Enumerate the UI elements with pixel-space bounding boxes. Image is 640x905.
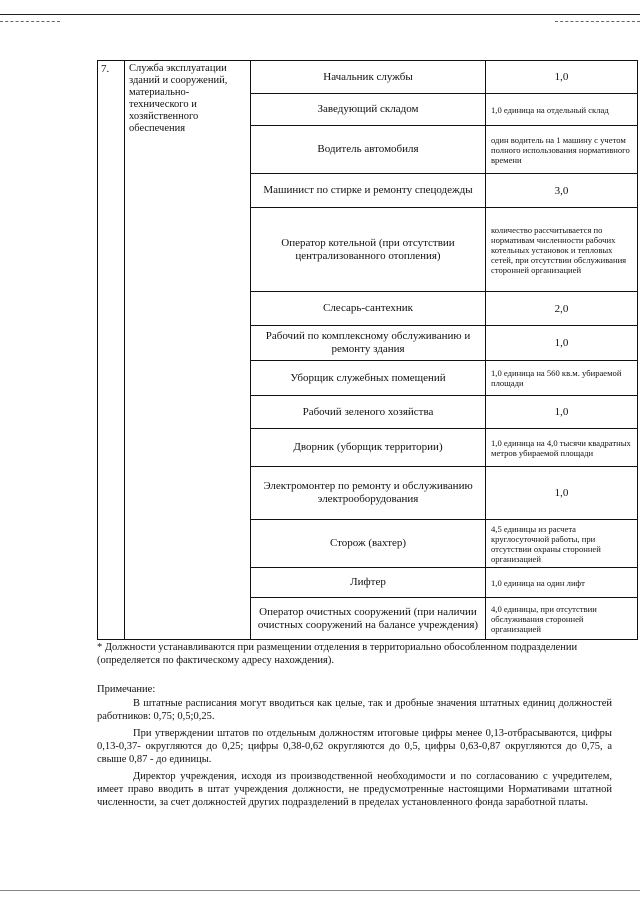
- position-quantity: 4,5 единицы из расчета круглосуточной работы, при отсутствии охраны сторонней организацией: [486, 520, 638, 568]
- position-quantity: 1,0: [486, 61, 638, 94]
- row-number: 7.: [98, 61, 125, 640]
- position-quantity: 1,0 единица на один лифт: [486, 568, 638, 598]
- position-quantity: 1,0: [486, 467, 638, 520]
- position-name: Слесарь-сантехник: [251, 292, 486, 326]
- note-paragraph: Директор учреждения, исходя из производственной необходимости и по согласованию с учредителем, имеет право вводить в штат учреждения должности, не предусмотренные настоящими Нормативами штатной численности, за счет должностей других подразделений в пределах установленного фонда заработной платы.: [97, 771, 612, 808]
- position-quantity: 1,0 единица на 4,0 тысячи квадратных метров убираемой площади: [486, 429, 638, 467]
- top-border-line: [0, 14, 640, 15]
- department-name: Служба эксплуатации зданий и сооружений, материально-технического и хозяйственного обеспечения: [125, 61, 251, 640]
- position-quantity: 3,0: [486, 174, 638, 208]
- position-quantity: 1,0 единица на 560 кв.м. убираемой площади: [486, 361, 638, 396]
- position-quantity: 2,0: [486, 292, 638, 326]
- position-name: Сторож (вахтер): [251, 520, 486, 568]
- notes-heading: Примечание:: [97, 684, 156, 695]
- position-name: Лифтер: [251, 568, 486, 598]
- position-quantity: 1,0: [486, 326, 638, 361]
- position-name: Заведующий складом: [251, 94, 486, 126]
- position-name: Начальник службы: [251, 61, 486, 94]
- position-name: Машинист по стирке и ремонту спецодежды: [251, 174, 486, 208]
- position-quantity: 4,0 единицы, при отсутствии обслуживания сторонней организацией: [486, 598, 638, 640]
- bottom-border-line: [0, 890, 640, 891]
- footnote-text: * Должности устанавливаются при размещении отделения в территориально обособленном подразделении (определяется по фактическому адресу нахождения).: [97, 642, 578, 666]
- position-quantity: количество рассчитывается по нормативам численности рабочих котельных установок и тепловых сетей, при отсутствии обслуживания сторонней организацией: [486, 208, 638, 292]
- note-paragraph: В штатные расписания могут вводиться как целые, так и дробные значения штатных единиц должностей работников: 0,75; 0,5;0,25.: [97, 698, 612, 722]
- position-quantity: один водитель на 1 машину с учетом полного использования нормативного времени: [486, 126, 638, 174]
- position-name: Электромонтер по ремонту и обслуживанию электрооборудования: [251, 467, 486, 520]
- scan-mark: [555, 21, 640, 22]
- position-name: Водитель автомобиля: [251, 126, 486, 174]
- position-quantity: 1,0: [486, 396, 638, 429]
- position-name: Оператор очистных сооружений (при наличии очистных сооружений на балансе учреждения): [251, 598, 486, 640]
- position-quantity: 1,0 единица на отдельный склад: [486, 94, 638, 126]
- position-name: Дворник (уборщик территории): [251, 429, 486, 467]
- scan-mark: [0, 21, 60, 22]
- footnote: [97, 641, 612, 667]
- position-name: Уборщик служебных помещений: [251, 361, 486, 396]
- notes-section: [97, 683, 612, 809]
- note-paragraph: При утверждении штатов по отдельным должностям итоговые цифры менее 0,13-отбрасываются, цифры 0,13-0,37- округляются до 0,25; цифры 0,38-0,62 округляются до 0,5, цифры 0,63-0,87 округляются до 0,75, а свыше 0,87 - до единицы.: [97, 728, 612, 765]
- staffing-table: [97, 60, 638, 640]
- position-name: Рабочий по комплексному обслуживанию и ремонту здания: [251, 326, 486, 361]
- position-name: Оператор котельной (при отсутствии централизованного отопления): [251, 208, 486, 292]
- position-name: Рабочий зеленого хозяйства: [251, 396, 486, 429]
